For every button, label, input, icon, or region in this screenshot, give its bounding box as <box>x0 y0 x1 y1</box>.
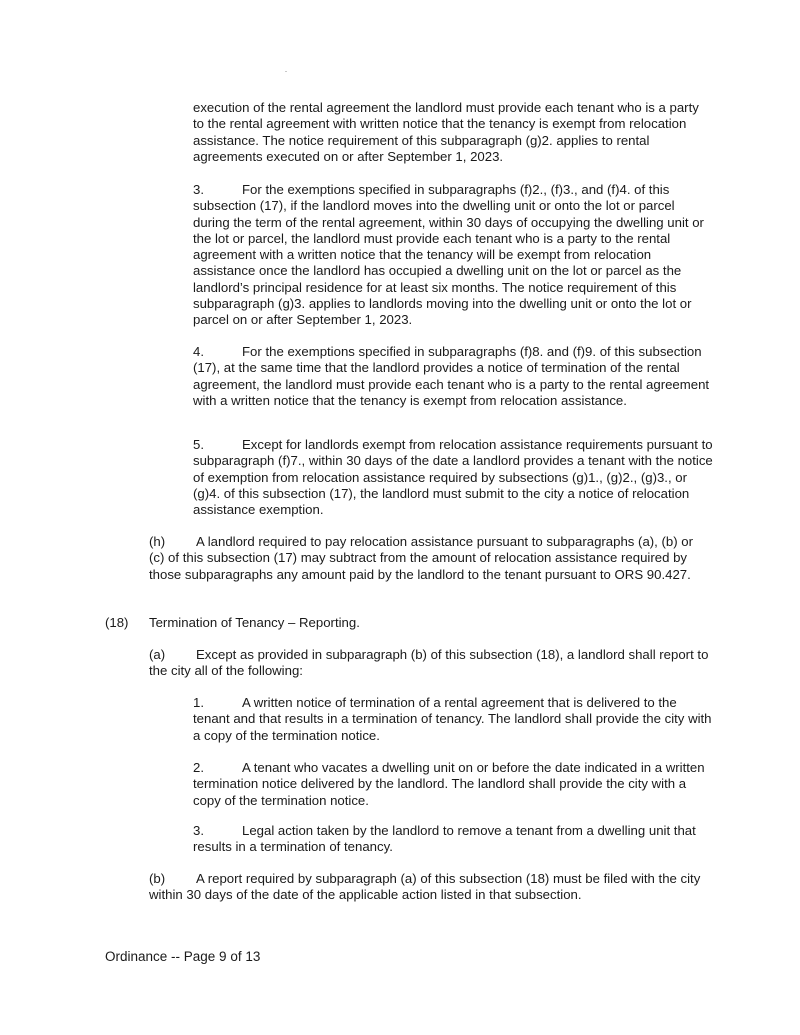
paragraph-text: Except as provided in subparagraph (b) of this subsection (18), a landlord shall report to the city all of the following: <box>149 647 709 679</box>
paragraph-number: 1. <box>193 695 204 710</box>
paragraph-g4 <box>193 344 713 409</box>
paragraph-number: 3. <box>193 823 204 838</box>
paragraph-number: (h) <box>149 534 166 549</box>
paragraph-g3 <box>193 182 713 329</box>
paragraph-18a2 <box>193 760 713 809</box>
paragraph-18a3 <box>193 823 713 856</box>
subsection-title: Termination of Tenancy – Reporting. <box>149 615 360 630</box>
paragraph-text: A landlord required to pay relocation assistance pursuant to subparagraphs (a), (b) or (c) of this subsection (17) may subtract from the amount of relocation assistance required by those subparagraphs any amount paid by the landlord to the tenant pursuant to ORS 90.427. <box>149 534 694 582</box>
paragraph-g2-continuation: execution of the rental agreement the landlord must provide each tenant who is a party to the rental agreement with written notice that the tenancy is exempt from relocation assistance. The notice requirement of this subparagraph (g)2. applies to rental agreements executed on or after September 1, 2023. <box>193 100 699 164</box>
paragraph-text: A report required by subparagraph (a) of this subsection (18) must be filed with the city within 30 days of the date of the applicable action listed in that subsection. <box>149 871 701 903</box>
paragraph-text: A written notice of termination of a rental agreement that is delivered to the tenant and that results in a termination of tenancy. The landlord shall provide the city with a copy of the termination notice. <box>193 695 712 743</box>
scan-mark <box>285 71 287 72</box>
paragraph-h <box>149 534 709 583</box>
paragraph-number: (b) <box>149 871 166 886</box>
paragraph-g5 <box>193 437 713 518</box>
paragraph-18b <box>149 871 709 904</box>
page-footer: Ordinance -- Page 9 of 13 <box>105 949 261 964</box>
subsection-number: (18) <box>105 615 129 630</box>
paragraph-text: For the exemptions specified in subparagraphs (f)2., (f)3., and (f)4. of this subsection (17), if the landlord moves into the dwelling unit or onto the lot or parcel during the term of the rental agreement, within 30 days of occupying the dwelling unit or the lot or parcel, the landlord must provide each tenant who is a party to the rental agreement with a written notice that the tenancy will be exempt from relocation assistance once the landlord has occupied a dwelling unit on the lot or parcel as the landlord’s principal residence for at least six months. The notice requirement of this subparagraph (g)3. applies to landlords moving into the dwelling unit or onto the lot or parcel on or after September 1, 2023. <box>193 182 704 328</box>
paragraph-text: Except for landlords exempt from relocation assistance requirements pursuant to subparagraph (f)7., within 30 days of the date a landlord provides a tenant with the notice of exemption from relocation assistance required by subsections (g)1., (g)2., (g)3., or (g)4. of this subsection (17), the landlord must submit to the city a notice of relocation assistance exemption. <box>193 437 713 518</box>
paragraph-18a1 <box>193 695 713 744</box>
paragraph-18a <box>149 647 709 680</box>
paragraph-number: 3. <box>193 182 204 197</box>
paragraph-text: For the exemptions specified in subparagraphs (f)8. and (f)9. of this subsection (17), at the same time that the landlord provides a notice of termination of the rental agreement, the landlord must provide each tenant who is a party to the rental agreement with a written notice that the tenancy is exempt from relocation assistance. <box>193 344 710 408</box>
paragraph-number: 5. <box>193 437 204 452</box>
paragraph-number: 4. <box>193 344 204 359</box>
paragraph-number: 2. <box>193 760 204 775</box>
paragraph-text: Legal action taken by the landlord to remove a tenant from a dwelling unit that results in a termination of tenancy. <box>193 823 696 855</box>
paragraph-text: A tenant who vacates a dwelling unit on or before the date indicated in a written termination notice delivered by the landlord. The landlord shall provide the city with a copy of the termination notice. <box>193 760 705 808</box>
paragraph-number: (a) <box>149 647 166 662</box>
